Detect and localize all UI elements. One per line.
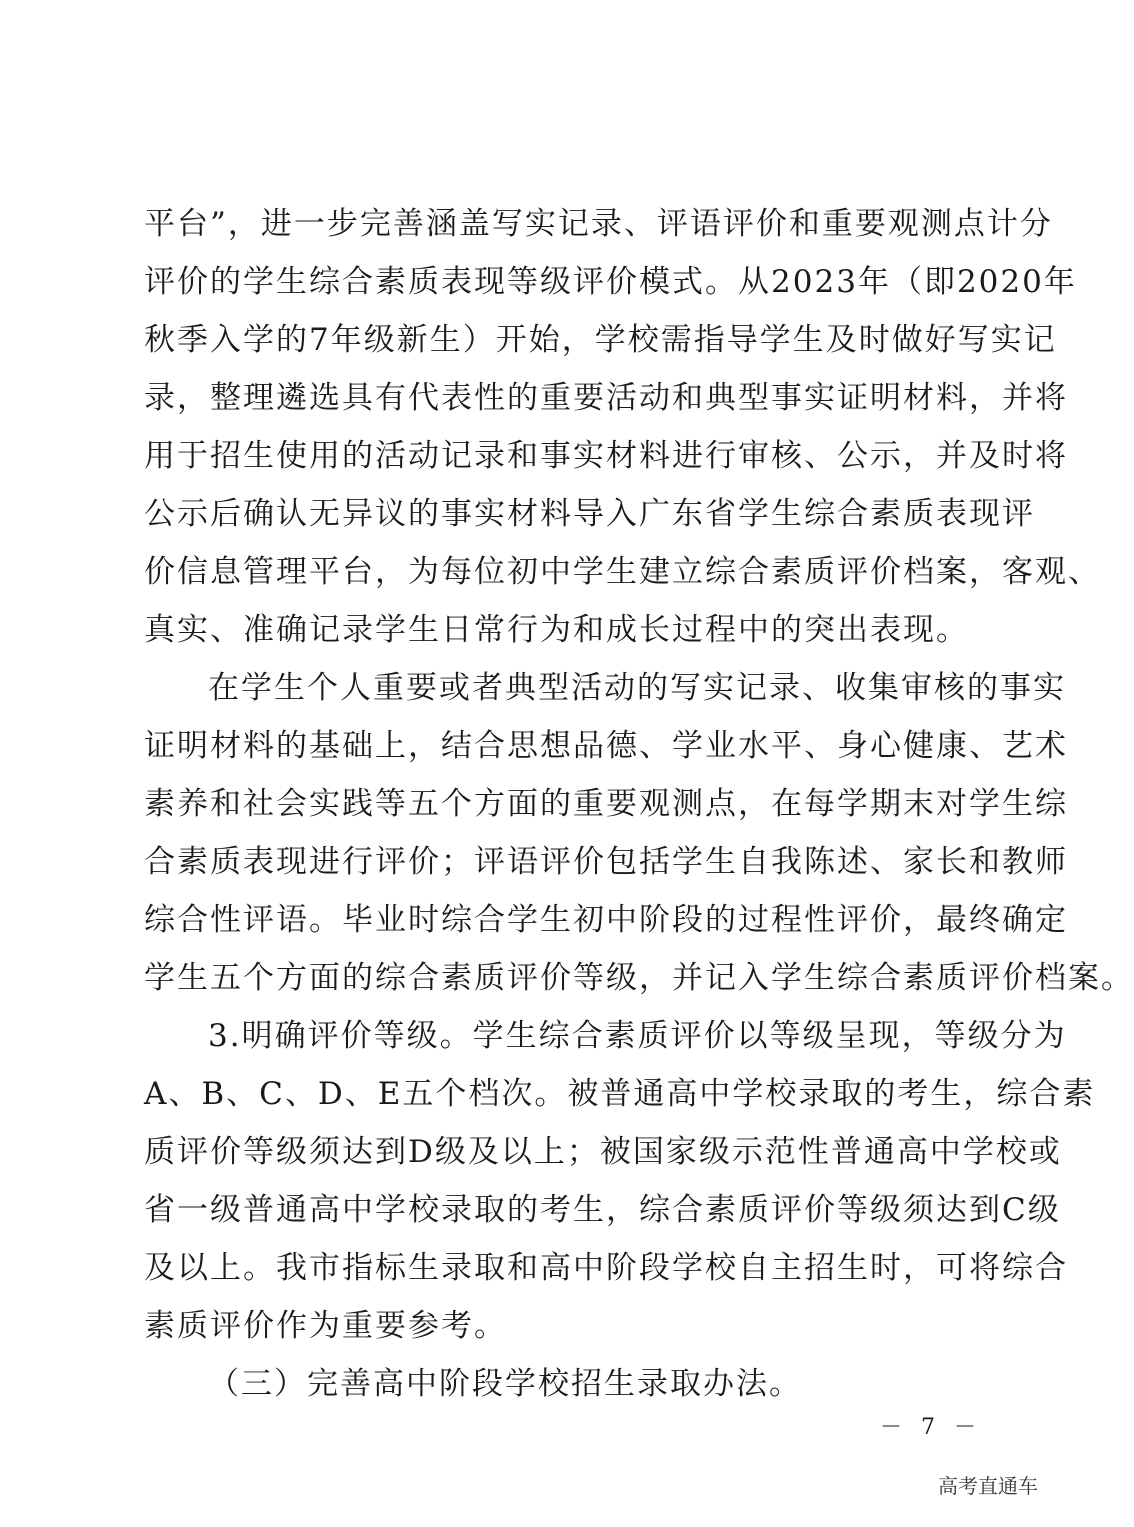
text-line: 素 养 和 社 会 实 践 等 五 个 方 面 的 重 要 观 测 点 ， 在 每 学 期 末 对 学 生 综 <box>144 786 1068 822</box>
text-line: 秋 季 入 学 的 7 年 级 新 生 ） 开 始 ， 学 校 需 指 导 学 生 及 时 做 好 写 实 记 <box>144 322 1057 358</box>
text-line: 3 . 明 确 评 价 等 级 。 学 生 综 合 素 质 评 价 以 等 级 呈 现 ， 等 级 分 为 <box>208 1018 1067 1054</box>
text-line: 平 台 ” ， 进 一 步 完 善 涵 盖 写 实 记 录 、 评 语 评 价 和 重 要 观 测 点 计 分 <box>144 206 1053 242</box>
text-line: 用 于 招 生 使 用 的 活 动 记 录 和 事 实 材 料 进 行 审 核 、 公 示 ， 并 及 时 将 <box>144 438 1068 474</box>
paragraph <box>144 659 1134 1007</box>
text-line: 评 价 的 学 生 综 合 素 质 表 现 等 级 评 价 模 式 。 从 2 0 2 3 年 （ 即 2 0 2 0 年 <box>144 264 1077 300</box>
text-line: 质 评 价 等 级 须 达 到 D 级 及 以 上 ； 被 国 家 级 示 范 性 普 通 高 中 学 校 或 <box>144 1134 1062 1170</box>
body-text <box>144 195 1134 1413</box>
text-line: 在 学 生 个 人 重 要 或 者 典 型 活 动 的 写 实 记 录 、 收 集 审 核 的 事 实 <box>208 670 1066 706</box>
text-line: （三）完善高中阶段学校招生录取办法。 <box>208 1366 802 1402</box>
text-line: 及 以 上 。 我 市 指 标 生 录 取 和 高 中 阶 段 学 校 自 主 招 生 时 ， 可 将 综 合 <box>144 1250 1068 1286</box>
paragraph <box>144 195 1101 659</box>
paragraph <box>144 1007 1096 1355</box>
text-line: 合 素 质 表 现 进 行 评 价 ； 评 语 评 价 包 括 学 生 自 我 陈 述 、 家 长 和 教 师 <box>144 844 1068 880</box>
text-line: 素质评价作为重要参考。 <box>144 1308 507 1344</box>
watermark: 高考直通车 <box>938 1474 1038 1498</box>
text-line: 综 合 性 评 语 。 毕 业 时 综 合 学 生 初 中 阶 段 的 过 程 性 评 价 ， 最 终 确 定 <box>144 902 1068 938</box>
text-line: 录 ， 整 理 遴 选 具 有 代 表 性 的 重 要 活 动 和 典 型 事 实 证 明 材 料 ， 并 将 <box>144 380 1068 416</box>
text-line: 证 明 材 料 的 基 础 上 ， 结 合 思 想 品 德 、 学 业 水 平 、 身 心 健 康 、 艺 术 <box>144 728 1068 764</box>
text-line: 价 信 息 管 理 平 台 ， 为 每 位 初 中 学 生 建 立 综 合 素 质 评 价 档 案 ， 客 观 、 <box>144 554 1101 590</box>
page-number: － 7 － <box>880 1415 982 1440</box>
paragraph <box>144 1355 944 1413</box>
text-line: 学生五个方面的综合素质评价等级，并记入学生综合素质评价档案。 <box>144 960 1134 996</box>
text-line: 真实、准确记录学生日常行为和成长过程中的突出表现。 <box>144 612 969 648</box>
text-line: A 、 B 、 C 、 D 、 E 五 个 档 次 。 被 普 通 高 中 学 校 录 取 的 考 生 ， 综 合 素 <box>144 1076 1096 1112</box>
text-line: 省 一 级 普 通 高 中 学 校 录 取 的 考 生 ， 综 合 素 质 评 价 等 级 须 达 到 C 级 <box>144 1192 1061 1228</box>
text-line: 公 示 后 确 认 无 异 议 的 事 实 材 料 导 入 广 东 省 学 生 综 合 素 质 表 现 评 <box>144 496 1035 532</box>
